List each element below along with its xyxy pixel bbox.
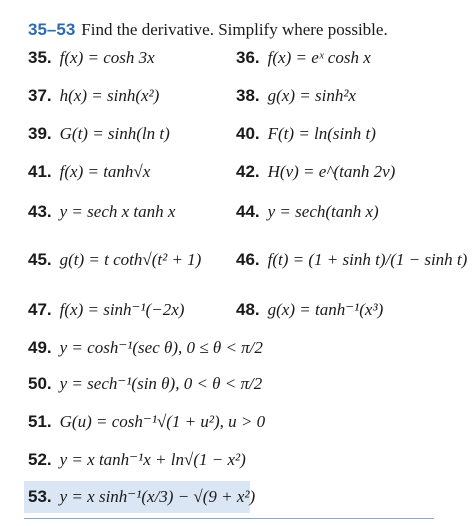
exercise-38 bbox=[236, 86, 356, 106]
exercise-number: 40. bbox=[236, 124, 260, 143]
exercise-50 bbox=[28, 374, 262, 394]
exercise-43 bbox=[28, 202, 175, 222]
exercise-number: 53. bbox=[28, 487, 52, 506]
exercise-37 bbox=[28, 86, 159, 106]
exercise-expression: f(x) = tanh√x bbox=[59, 162, 151, 181]
exercise-51 bbox=[28, 412, 265, 432]
exercise-number: 52. bbox=[28, 450, 52, 469]
exercise-expression: y = sech(tanh x) bbox=[267, 202, 379, 221]
exercise-47 bbox=[28, 300, 184, 320]
exercise-expression: G(u) = cosh⁻¹√(1 + u²), u > 0 bbox=[59, 412, 266, 431]
exercise-number: 50. bbox=[28, 374, 52, 393]
exercise-52 bbox=[28, 450, 246, 470]
exercise-36 bbox=[236, 48, 371, 68]
exercise-53 bbox=[28, 487, 255, 507]
exercise-48 bbox=[236, 300, 383, 320]
exercise-35 bbox=[28, 48, 155, 68]
exercise-expression: y = x sinh⁻¹(x/3) − √(9 + x²) bbox=[59, 487, 256, 506]
exercise-expression: f(x) = eˣ cosh x bbox=[267, 48, 371, 67]
exercise-number: 43. bbox=[28, 202, 52, 221]
exercise-expression: y = sech x tanh x bbox=[59, 202, 176, 221]
exercise-number: 39. bbox=[28, 124, 52, 143]
exercise-number: 51. bbox=[28, 412, 52, 431]
exercise-expression: y = cosh⁻¹(sec θ), 0 ≤ θ < π/2 bbox=[59, 338, 263, 357]
exercise-49 bbox=[28, 338, 263, 358]
exercise-expression: f(t) = (1 + sinh t)/(1 − sinh t) bbox=[267, 250, 468, 269]
exercise-number: 38. bbox=[236, 86, 260, 105]
exercise-number: 48. bbox=[236, 300, 260, 319]
exercise-45 bbox=[28, 250, 201, 270]
exercise-44 bbox=[236, 202, 379, 222]
exercise-header bbox=[28, 20, 388, 40]
bottom-divider bbox=[24, 518, 434, 519]
instruction-text: Find the derivative. Simplify where possible. bbox=[81, 20, 388, 39]
exercise-41 bbox=[28, 162, 150, 182]
exercise-number: 42. bbox=[236, 162, 260, 181]
exercise-expression: f(x) = cosh 3x bbox=[59, 48, 155, 67]
exercise-expression: f(x) = sinh⁻¹(−2x) bbox=[59, 300, 185, 319]
exercise-46 bbox=[236, 250, 467, 270]
exercise-expression: y = x tanh⁻¹x + ln√(1 − x²) bbox=[59, 450, 246, 469]
exercise-number: 37. bbox=[28, 86, 52, 105]
exercise-42 bbox=[236, 162, 395, 182]
exercise-39 bbox=[28, 124, 170, 144]
exercise-number: 35. bbox=[28, 48, 52, 67]
exercise-40 bbox=[236, 124, 376, 144]
exercise-expression: g(x) = tanh⁻¹(x³) bbox=[267, 300, 384, 319]
exercise-expression: F(t) = ln(sinh t) bbox=[267, 124, 376, 143]
exercise-expression: g(t) = t coth√(t² + 1) bbox=[59, 250, 202, 269]
exercise-number: 45. bbox=[28, 250, 52, 269]
exercise-expression: y = sech⁻¹(sin θ), 0 < θ < π/2 bbox=[59, 374, 263, 393]
exercise-expression: H(v) = e^(tanh 2v) bbox=[267, 162, 396, 181]
exercise-range: 35–53 bbox=[28, 20, 76, 39]
exercise-number: 36. bbox=[236, 48, 260, 67]
exercise-expression: g(x) = sinh²x bbox=[267, 86, 356, 105]
exercise-number: 49. bbox=[28, 338, 52, 357]
exercise-number: 44. bbox=[236, 202, 260, 221]
exercise-number: 47. bbox=[28, 300, 52, 319]
exercise-expression: h(x) = sinh(x²) bbox=[59, 86, 160, 105]
exercise-number: 41. bbox=[28, 162, 52, 181]
exercise-number: 46. bbox=[236, 250, 260, 269]
exercise-expression: G(t) = sinh(ln t) bbox=[59, 124, 170, 143]
